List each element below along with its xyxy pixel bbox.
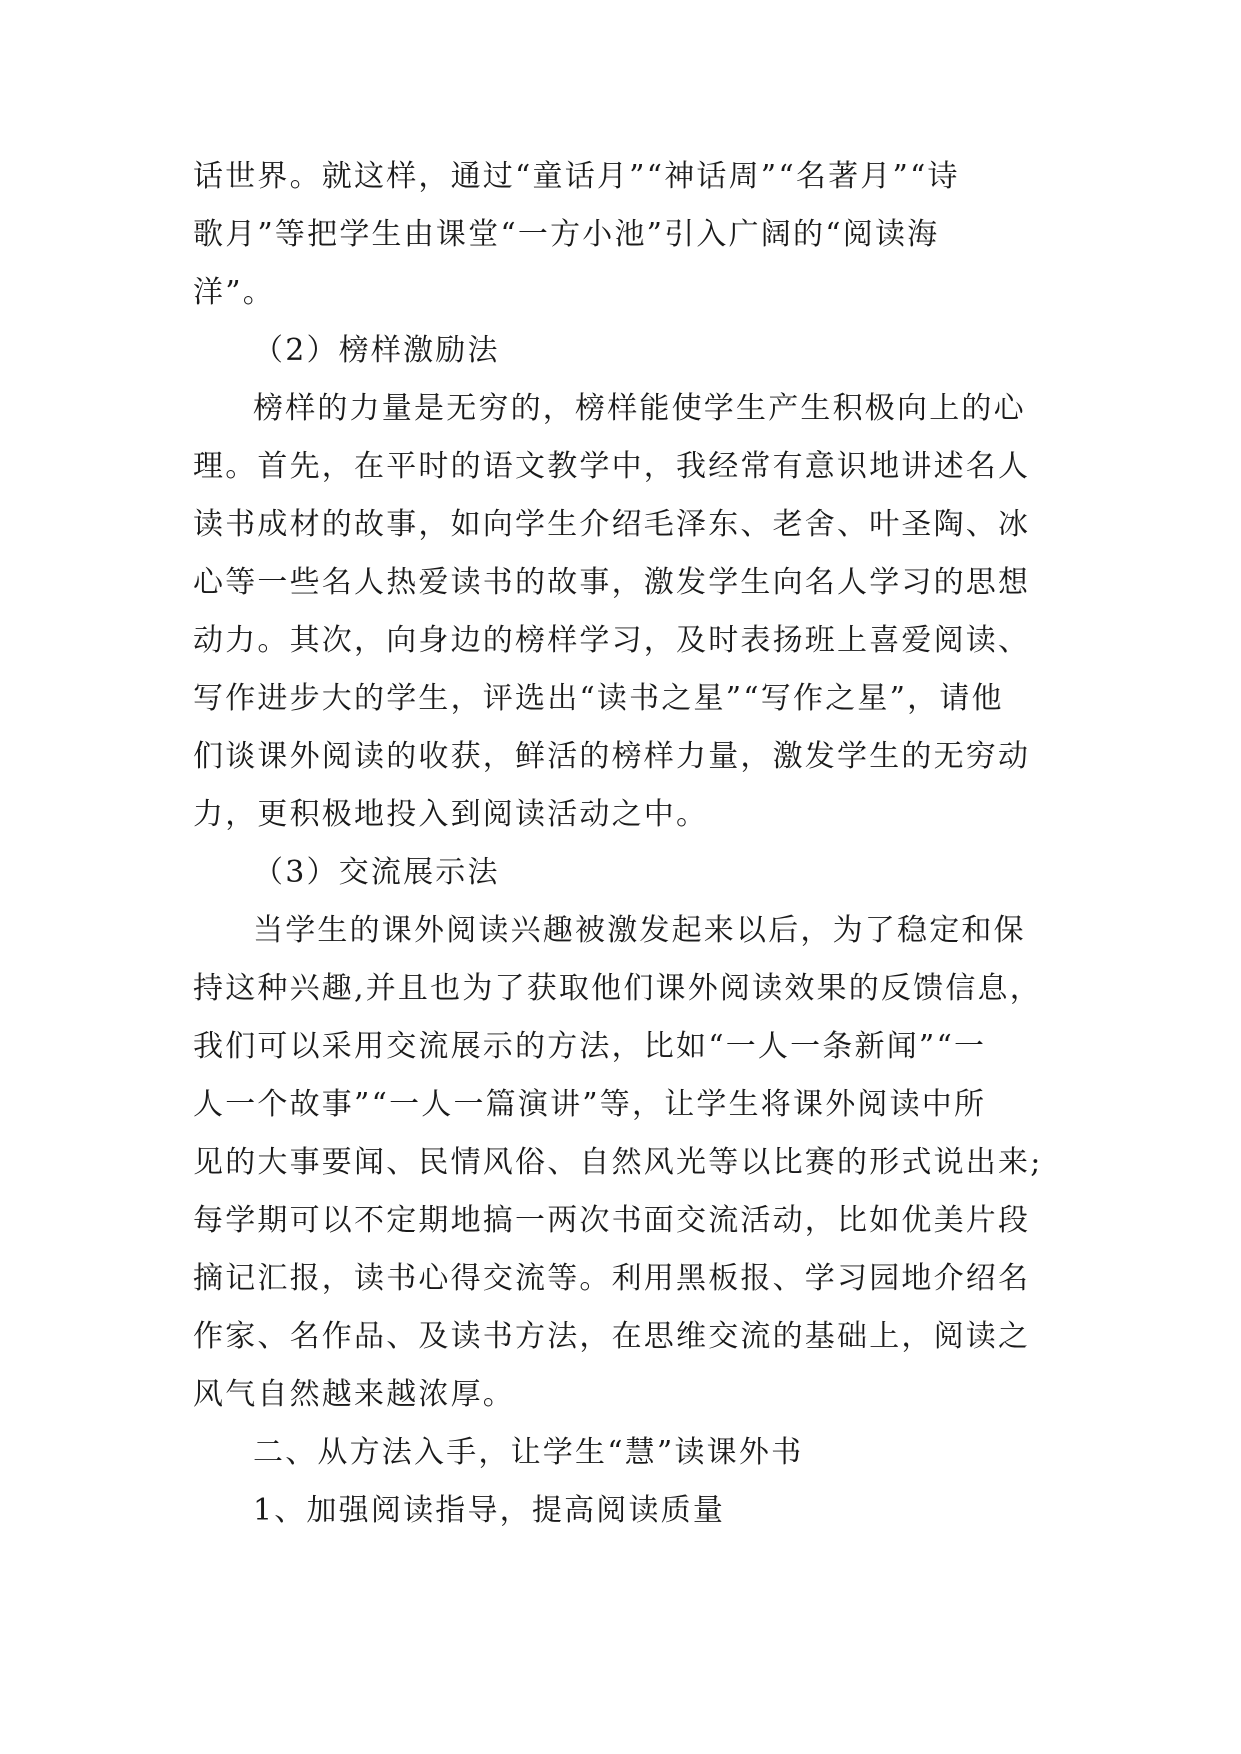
paragraph-line: 歌月”等把学生由课堂“一方小池”引入广阔的“阅读海 [193,217,940,252]
paragraph-line: 当学生的课外阅读兴趣被激发起来以后，为了稳定和保 [253,913,1026,948]
paragraph-line: 力，更积极地投入到阅读活动之中。 [193,797,709,832]
paragraph-line: 作家、名作品、及读书方法，在思维交流的基础上，阅读之 [193,1319,1031,1354]
paragraph-line: 榜样的力量是无穷的，榜样能使学生产生积极向上的心 [253,391,1026,426]
paragraph-line: 话世界。就这样，通过“童话月”“神话周”“名著月”“诗 [193,159,960,194]
paragraph-line: 我们可以采用交流展示的方法，比如“一人一条新闻”“一 [193,1029,987,1064]
paragraph-line: 每学期可以不定期地搞一两次书面交流活动，比如优美片段 [193,1203,1031,1238]
paragraph-line: 摘记汇报，读书心得交流等。利用黑板报、学习园地介绍名 [193,1261,1031,1296]
paragraph-line: 风气自然越来越浓厚。 [193,1377,515,1412]
paragraph-line: 理。首先，在平时的语文教学中，我经常有意识地讲述名人 [193,449,1031,484]
section-heading: 二、从方法入手，让学生“慧”读课外书 [253,1435,804,1470]
section-heading: （3）交流展示法 [253,855,500,890]
paragraph-line: 读书成材的故事，如向学生介绍毛泽东、老舍、叶圣陶、冰 [193,507,1031,542]
paragraph-line: 们谈课外阅读的收获，鲜活的榜样力量，激发学生的无穷动 [193,739,1031,774]
paragraph-line: 洋”。 [193,275,275,310]
paragraph-line: 动力。其次，向身边的榜样学习，及时表扬班上喜爱阅读、 [193,623,1031,658]
subsection-heading: 1、加强阅读指导，提高阅读质量 [253,1493,726,1528]
section-heading: （2）榜样激励法 [253,333,500,368]
paragraph-line: 人一个故事”“一人一篇演讲”等，让学生将课外阅读中所 [193,1087,987,1122]
paragraph-line: 见的大事要闻、民情风俗、自然风光等以比赛的形式说出来; [193,1145,1043,1180]
paragraph-line: 写作进步大的学生，评选出“读书之星”“写作之星”，请他 [193,681,1004,716]
paragraph-line: 持这种兴趣,并且也为了获取他们课外阅读效果的反馈信息， [193,971,1042,1006]
document-body [193,148,1073,1540]
paragraph-line: 心等一些名人热爱读书的故事，激发学生向名人学习的思想 [193,565,1031,600]
